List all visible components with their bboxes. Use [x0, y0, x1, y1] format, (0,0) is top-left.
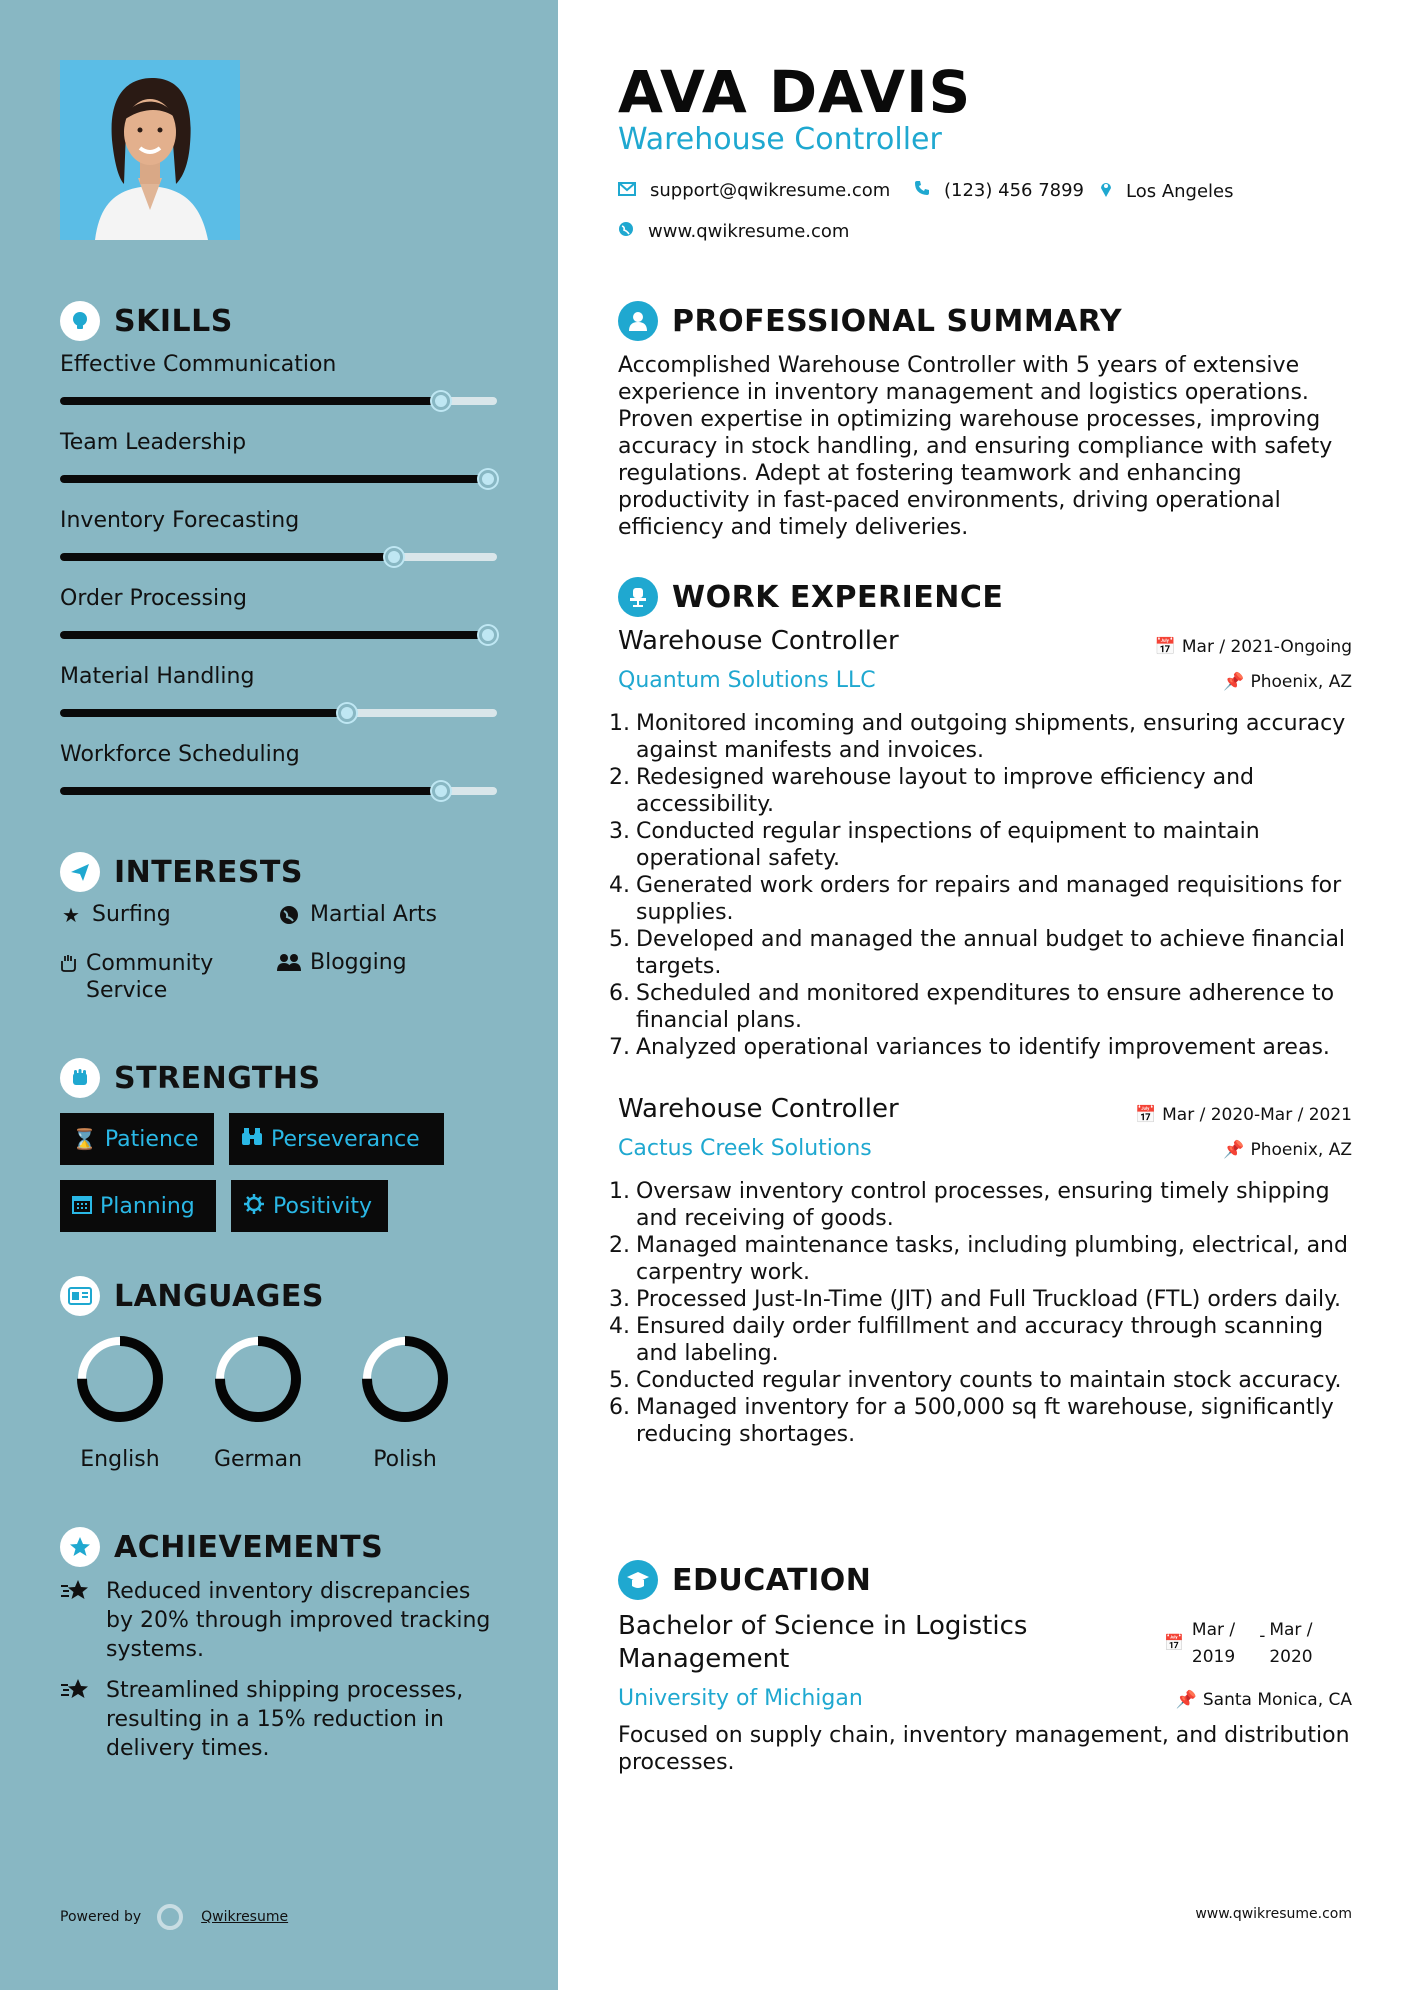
education-header	[618, 1560, 871, 1600]
achievement-text: Streamlined shipping processes, resulting in a 15% reduction in delivery times.	[106, 1678, 464, 1761]
school-location	[1176, 1690, 1352, 1710]
skill-label: Material Handling	[60, 664, 255, 689]
bullet-text: Managed inventory for a 500,000 sq ft warehouse, significantly reducing shortages.	[636, 1395, 1334, 1447]
pushpin-icon: 📌	[1175, 1690, 1197, 1710]
skill-bar-fill	[60, 397, 440, 405]
bullet-text: Redesigned warehouse layout to improve efficiency and accessibility.	[636, 765, 1254, 817]
school-name: University of Michigan	[618, 1686, 863, 1711]
job-bullet	[608, 1034, 1368, 1061]
skills-header	[60, 301, 233, 341]
skill-bar-fill	[60, 475, 487, 483]
interests-title: INTERESTS	[114, 854, 303, 890]
job-location	[1223, 672, 1352, 692]
gear-icon	[243, 1193, 265, 1220]
qwikresume-logo-icon	[157, 1904, 183, 1930]
achievements-header	[60, 1527, 383, 1567]
binoculars-icon	[241, 1127, 263, 1152]
bullet-number: 2.	[609, 765, 630, 790]
school-location-text: Santa Monica, CA	[1202, 1690, 1352, 1710]
location-text: Los Angeles	[1126, 181, 1234, 202]
paper-plane-icon	[60, 852, 100, 892]
contact-email[interactable]	[618, 180, 890, 201]
achievement-item	[60, 1577, 500, 1664]
sidebar	[0, 0, 558, 1990]
user-icon	[618, 301, 658, 341]
candidate-role: Warehouse Controller	[618, 122, 942, 157]
job-bullet	[608, 1394, 1368, 1448]
bullet-text: Generated work orders for repairs and managed requisitions for supplies.	[636, 873, 1342, 925]
briefcase-chair-icon	[618, 577, 658, 617]
job-bullets	[608, 710, 1368, 1061]
bullet-number: 1.	[609, 711, 630, 736]
summary-title: PROFESSIONAL SUMMARY	[672, 303, 1123, 339]
graduation-cap-icon	[618, 1560, 658, 1600]
calendar-icon: 📅	[1134, 1105, 1157, 1125]
job-bullet	[608, 1286, 1368, 1313]
strength-label: Perseverance	[271, 1126, 420, 1152]
languages-header	[60, 1276, 324, 1316]
experience-title: WORK EXPERIENCE	[672, 579, 1004, 615]
website-text: www.qwikresume.com	[648, 221, 850, 242]
job-dates-text: Mar / 2020-Mar / 2021	[1162, 1105, 1352, 1125]
contact-phone[interactable]	[914, 180, 1084, 201]
bullet-number: 3.	[609, 819, 630, 844]
skill-bar	[60, 709, 497, 717]
skill-bar-knob	[432, 782, 450, 800]
strength-label: Positivity	[273, 1193, 373, 1219]
contact-location	[1100, 180, 1234, 203]
job-title: Warehouse Controller	[618, 1094, 899, 1124]
interest-label: Martial Arts	[310, 902, 438, 927]
globe-icon	[276, 902, 302, 931]
language-label: English	[80, 1447, 160, 1472]
powered-by-label: Powered by	[60, 1909, 142, 1925]
bullet-text: Scheduled and monitored expenditures to ensure adherence to financial plans.	[636, 981, 1335, 1033]
strengths-header	[60, 1058, 321, 1098]
star-badge-icon	[60, 1527, 100, 1567]
skill-bar	[60, 475, 497, 483]
interest-item-martial-arts	[276, 902, 437, 931]
degree-line-1: Bachelor of Science in Logistics	[618, 1611, 1028, 1641]
job-bullet	[608, 926, 1368, 980]
job-bullet	[608, 980, 1368, 1034]
skill-bar-knob	[479, 626, 497, 644]
shooting-star-icon	[60, 1676, 92, 1763]
skill-bar-knob	[479, 470, 497, 488]
strength-label: Planning	[100, 1193, 195, 1219]
skill-bar-fill	[60, 709, 346, 717]
education-title: EDUCATION	[672, 1562, 872, 1598]
strengths-title: STRENGTHS	[114, 1060, 321, 1096]
skill-label: Order Processing	[60, 586, 247, 611]
bullet-text: Conducted regular inspections of equipment to maintain operational safety.	[636, 819, 1260, 871]
language-card-icon	[60, 1276, 100, 1316]
lightbulb-icon	[60, 301, 100, 341]
job-bullet	[608, 1367, 1368, 1394]
interest-label: Blogging	[310, 950, 407, 975]
map-pin-icon	[1100, 180, 1112, 203]
skill-label: Team Leadership	[60, 430, 247, 455]
summary-header	[618, 301, 1122, 341]
job-company: Quantum Solutions LLC	[618, 668, 876, 693]
experience-header	[618, 577, 1003, 617]
pushpin-icon: 📌	[1223, 1140, 1245, 1160]
strength-label: Patience	[104, 1126, 199, 1152]
skill-bar-knob	[432, 392, 450, 410]
strength-chip-patience	[60, 1113, 214, 1165]
bullet-text: Oversaw inventory control processes, ensuring timely shipping and receiving of goods.	[636, 1179, 1330, 1231]
interest-label: Community Service	[86, 951, 214, 1003]
date-separator: -	[1259, 1626, 1266, 1646]
bullet-number: 3.	[609, 1287, 630, 1312]
skill-bar-knob	[338, 704, 356, 722]
bullet-text: Managed maintenance tasks, including plumbing, electrical, and carpentry work.	[636, 1233, 1348, 1285]
calendar-icon: 📅	[1164, 1633, 1184, 1652]
qwikresume-link[interactable]: Qwikresume	[201, 1909, 289, 1925]
job-bullet	[608, 1178, 1368, 1232]
job-dates-text: Mar / 2021-Ongoing	[1181, 637, 1352, 657]
contact-website[interactable]	[618, 221, 849, 242]
bullet-number: 2.	[609, 1233, 630, 1258]
interest-item-surfing	[58, 902, 171, 928]
bullet-text: Processed Just-In-Time (JIT) and Full Truckload (FTL) orders daily.	[636, 1287, 1341, 1312]
degree-title	[618, 1610, 1138, 1676]
job-location-text: Phoenix, AZ	[1250, 1140, 1352, 1160]
job-dates	[1135, 1105, 1352, 1125]
degree-line-2: Management	[618, 1644, 790, 1674]
job-title: Warehouse Controller	[618, 626, 899, 656]
achievement-item	[60, 1676, 500, 1763]
interest-item-community-service	[58, 950, 248, 1004]
language-label: German	[213, 1447, 303, 1472]
languages-title: LANGUAGES	[114, 1278, 324, 1314]
skill-label: Inventory Forecasting	[60, 508, 300, 533]
language-ring	[360, 1334, 450, 1424]
bullet-number: 7.	[609, 1035, 630, 1060]
achievements-title: ACHIEVEMENTS	[114, 1529, 384, 1565]
language-label: Polish	[373, 1447, 437, 1472]
language-ring	[75, 1334, 165, 1424]
bullet-text: Developed and managed the annual budget to achieve financial targets.	[636, 927, 1346, 979]
strength-chip-positivity	[231, 1180, 388, 1232]
skill-bar-fill	[60, 553, 393, 561]
edu-end-month: Mar /	[1269, 1620, 1313, 1640]
bullet-number: 4.	[609, 1314, 630, 1339]
edu-start-month: Mar /	[1191, 1620, 1236, 1640]
shooting-star-icon	[60, 1577, 92, 1664]
job-dates	[1155, 637, 1352, 657]
job-company: Cactus Creek Solutions	[618, 1136, 872, 1161]
job-location-text: Phoenix, AZ	[1250, 672, 1352, 692]
powered-by	[60, 1904, 288, 1930]
hand-icon	[58, 950, 78, 979]
bullet-text: Conducted regular inventory counts to maintain stock accuracy.	[636, 1368, 1342, 1393]
email-text: support@qwikresume.com	[650, 180, 891, 201]
bullet-number: 4.	[609, 873, 630, 898]
job-bullet	[608, 764, 1368, 818]
skill-bar	[60, 397, 497, 405]
bullet-number: 6.	[609, 981, 630, 1006]
globe-icon	[618, 221, 634, 242]
job-bullet	[608, 1232, 1368, 1286]
interests-header	[60, 852, 303, 892]
calendar-icon	[72, 1194, 92, 1219]
bullet-number: 5.	[609, 927, 630, 952]
job-bullet	[608, 710, 1368, 764]
skill-label: Workforce Scheduling	[60, 742, 300, 767]
skill-bar	[60, 553, 497, 561]
strength-chip-perseverance	[229, 1113, 444, 1165]
skills-title: SKILLS	[114, 303, 233, 339]
achievement-text: Reduced inventory discrepancies by 20% through improved tracking systems.	[106, 1579, 491, 1662]
strength-chip-planning	[60, 1180, 216, 1232]
interest-item-blogging	[276, 950, 407, 979]
hourglass-icon: ⌛	[72, 1127, 97, 1151]
phone-icon	[914, 180, 930, 201]
pushpin-icon: 📌	[1223, 672, 1245, 692]
skill-bar	[60, 787, 497, 795]
candidate-name: AVA DAVIS	[618, 58, 972, 126]
bullet-number: 5.	[609, 1368, 630, 1393]
users-icon	[276, 950, 302, 979]
skill-bar-knob	[385, 548, 403, 566]
education-dates	[1164, 1617, 1313, 1671]
interest-label: Surfing	[92, 902, 171, 927]
job-location	[1223, 1140, 1352, 1160]
bullet-text: Monitored incoming and outgoing shipments, ensuring accuracy against manifests and invoices.	[636, 711, 1346, 763]
job-bullet	[608, 1313, 1368, 1367]
bullet-text: Analyzed operational variances to identify improvement areas.	[636, 1035, 1330, 1060]
skill-bar-fill	[60, 631, 487, 639]
bullet-number: 1.	[609, 1179, 630, 1204]
job-bullet	[608, 818, 1368, 872]
bullet-text: Ensured daily order fulfillment and accuracy through scanning and labeling.	[636, 1314, 1324, 1366]
profile-photo	[60, 60, 240, 240]
job-bullet	[608, 872, 1368, 926]
language-ring	[213, 1334, 303, 1424]
summary-text: Accomplished Warehouse Controller with 5 years of extensive experience in inventory management and logistics operations. Proven expertise in optimizing warehouse processes, improving accuracy in stock handling, and ensuring compliance with safety regulations. Adept at fostering teamwork and enhancing productivity in fast-paced environments, driving operational efficiency and timely deliveries.	[618, 353, 1333, 540]
main-content	[558, 0, 1407, 1990]
education-description: Focused on supply chain, inventory management, and distribution processes.	[618, 1723, 1350, 1775]
edu-start-year: 2019	[1191, 1647, 1236, 1667]
skill-bar	[60, 631, 497, 639]
envelope-icon	[618, 180, 636, 201]
skill-label: Effective Communication	[60, 352, 337, 377]
bullet-number: 6.	[609, 1395, 630, 1420]
footer-website[interactable]: www.qwikresume.com	[1195, 1906, 1352, 1922]
phone-text: (123) 456 7899	[944, 180, 1085, 201]
job-bullets	[608, 1178, 1368, 1448]
calendar-icon: 📅	[1154, 637, 1176, 657]
star-icon: ★	[62, 903, 80, 927]
edu-end-year: 2020	[1269, 1647, 1313, 1667]
fist-icon	[60, 1058, 100, 1098]
skill-bar-fill	[60, 787, 440, 795]
